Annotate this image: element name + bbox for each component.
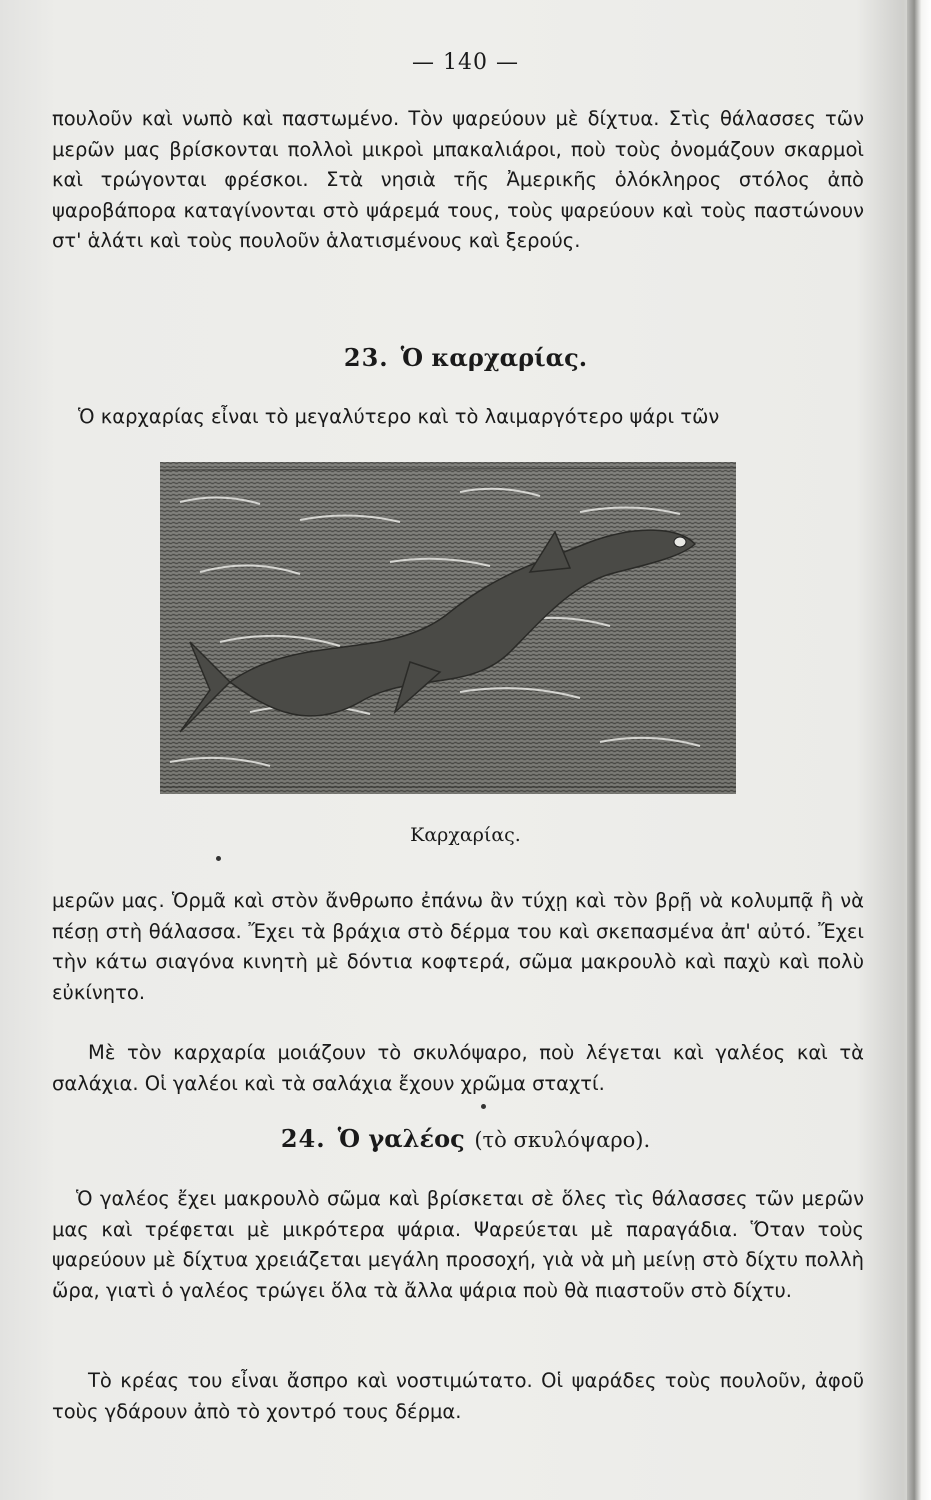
shark-illustration [160,462,736,794]
section-subtitle: (τὸ σκυλόψαρο). [474,1128,651,1152]
book-spine-edge [907,0,931,1500]
section-number: 24. [280,1124,326,1153]
print-speck [481,1104,486,1109]
section-number: 23. [343,343,389,372]
paragraph-shark-description: μερῶν μας. Ὁρμᾶ καὶ στὸν ἄνθρωπο ἐπάνω ἂν τύχῃ καὶ τὸν βρῇ νὰ κολυμπᾷ ἢ νὰ πέσῃ στὴ θάλασσα. Ἔχει τὰ βράχια στὸ δέρμα του καὶ σκεπασμένα ἀπ' αὐτό. Ἔχει τὴν κάτω σιαγόνα κινητὴ μὲ δόντια κοφτερά, σῶμα μακρουλὸ καὶ παχὺ καὶ πολὺ εὐκίνητο. [52,889,864,1004]
section-heading-24 [0,1124,931,1153]
paragraph-shark-intro: Ὁ καρχαρίας εἶναι τὸ μεγαλύτερο καὶ τὸ λαιμαργότερο ψάρι τῶν [78,405,720,428]
paragraph-dogfish-description: Ὁ γαλέος ἔχει μακρουλὸ σῶμα καὶ βρίσκεται σὲ ὅλες τὶς θάλασσες τῶν μερῶν μας καὶ τρέφεται μὲ μικρότερα ψάρια. Ψαρεύεται μὲ παραγάδια. Ὅταν τοὺς ψαρεύουν μὲ δίχτυα χρειάζεται μεγάλη προσοχή, γιὰ νὰ μὴ μείνῃ στὸ δίχτυ πολλὴ ὥρα, γιατὶ ὁ γαλέος τρώγει ὅλα τὰ ἄλλα ψάρια ποὺ θὰ πιαστοῦν στὸ δίχτυ. [52,1187,864,1302]
paragraph-dogfish-similarity: Μὲ τὸν καρχαρία μοιάζουν τὸ σκυλόψαρο, ποὺ λέγεται καὶ γαλέος καὶ τὰ σαλάχια. Οἱ γαλέοι καὶ τὰ σαλάχια ἔχουν χρῶμα σταχτί. [52,1041,864,1095]
paragraph-dogfish-meat: Τὸ κρέας του εἶναι ἄσπρο καὶ νοστιμώτατο. Οἱ ψαράδες τοὺς πουλοῦν, ἀφοῦ τοὺς γδάρουν ἀπὸ τὸ χοντρό τους δέρμα. [52,1369,864,1423]
print-speck [216,856,221,861]
section-title: Ὁ καρχαρίας. [400,343,588,372]
page-number: — 140 — [412,50,519,75]
figure-caption: Καρχαρίας. [410,824,521,846]
section-title: Ὁ γαλέος [337,1124,465,1153]
section-heading-23 [0,343,931,372]
paragraph-cod-fishing: πουλοῦν καὶ νωπὸ καὶ παστωμένο. Τὸν ψαρεύουν μὲ δίχτυα. Στὶς θάλασσες τῶν μερῶν μας βρίσκονται πολλοὶ μικροὶ μπακαλιάροι, ποὺ τοὺς ὀνομάζουν σκαρμοὶ καὶ τρώγονται φρέσκοι. Στὰ νησιὰ τῆς Ἀμερικῆς ὁλόκληρος στόλος ἀπὸ ψαροβάπορα καταγίνονται στὸ ψάρεμά τους, τοὺς ψαρεύουν καὶ τοὺς παστώνουν στ' ἁλάτι καὶ τοὺς πουλοῦν ἁλατισμένους καὶ ξερούς. [52,107,864,252]
shark-engraving-image [160,462,736,794]
